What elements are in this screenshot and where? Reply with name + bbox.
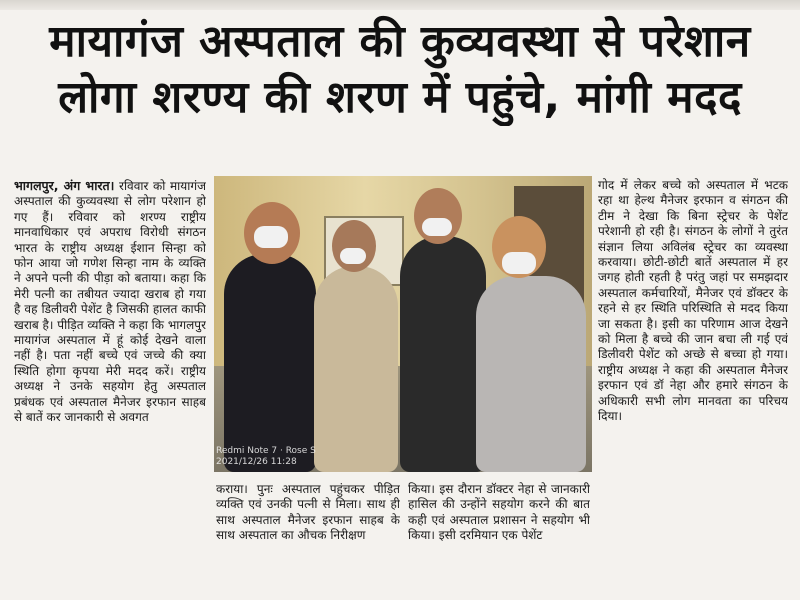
column-3-text: किया। इस दौरान डॉक्टर नेहा से जानकारी हासिल की उन्होंने सहयोग करने की बात कही एवं अस्पताल प्रशासन ने सहयोग भी किया। इसी दरमियान एक पेशेंट xyxy=(408,482,590,543)
headline xyxy=(10,14,790,126)
dateline: भागलपुर, अंग भारत। xyxy=(14,178,115,193)
face-mask-1 xyxy=(254,226,288,248)
photo-person-man-jacket xyxy=(400,236,486,472)
photo-camera-stamp-line-2: 2021/12/26 11:28 xyxy=(216,457,297,467)
photo-person-man-cap-head xyxy=(332,220,376,272)
article-column-3 xyxy=(408,482,590,590)
photo-camera-stamp xyxy=(216,446,316,468)
clipped-top-strip xyxy=(0,0,800,10)
photo-person-man-cap xyxy=(314,266,398,472)
column-1-text: रविवार को मायागंज अस्पताल की कुव्यवस्था से लोग परेशान हो गए हैं। रविवार को शरण्य राष्ट्रीय मानवाधिकार एवं अपराध विरोधी संगठन भारत के राष्ट्रीय अध्यक्ष ईशान सिन्हा को फोन आया जो गणेश सिन्हा नाम के व्यक्ति ने अपने पत्नी की पीड़ा को बताया। कहा कि मेरी पत्नी का तबीयत ज्यादा खराब हो गया है वह डिलीवरी पेशेंट है जिसकी हालत काफी खराब है। पीड़ित व्यक्ति ने कहा कि भागलपुर मायागंज अस्पताल में हूं कोई देखने वाला नहीं है। पता नहीं बच्चे एवं जच्चे की क्या स्थिति होगा कृपया मेरी मदद करें। राष्ट्रीय अध्यक्ष ने उनके सहयोग हेतु अस्पताल प्रबंधक एवं अस्पताल मैनेजर इरफान साहब से बातें कर जानकारी से अवगत xyxy=(14,179,206,425)
headline-line-1: मायागंज अस्पताल की कुव्यवस्था से परेशान xyxy=(49,16,751,67)
face-mask-3 xyxy=(422,218,452,236)
news-photo xyxy=(214,176,592,472)
face-mask-4 xyxy=(502,252,536,274)
article-column-2 xyxy=(216,482,400,590)
column-4-text: गोद में लेकर बच्चे को अस्पताल में भटक रहा था हेल्थ मैनेजर इरफान व संगठन की टीम ने देखा कि बिना स्ट्रेचर के पेशेंट परेशानी हो रही है। संगठन के लोगों ने तुरंत संज्ञान लिया अविलंब स्ट्रेचर का व्यवस्था करवाया। छोटी-छोटी बातें अस्पताल में हर जगह होती रहती है परंतु जहां पर समझदार अस्पताल कर्मचारियों, मैनेजर एवं डॉक्टर के रहने से हर स्थिति परिस्थिति से मदद किया जा सकता है। इसी का परिणाम आज देखने को मिला है बच्चे की जान बचा ली गई एवं डिलीवरी पेशेंट को अच्छे से बच्चा हो गया। राष्ट्रीय अध्यक्ष ने कहा की अस्पताल मैनेजर इरफान एवं डॉ नेहा और हमारे संगठन के अधिकारी सभी लोग मानवता का परिचय दिया। xyxy=(598,178,788,424)
photo-person-woman-left xyxy=(224,254,316,472)
article-column-4 xyxy=(598,178,788,590)
column-2-text: कराया। पुनः अस्पताल पहुंचकर पीड़ित व्यक्ति एवं उनकी पत्नी से मिला। साथ ही साथ अस्पताल मैनेजर इरफान साहब के साथ अस्पताल का औचक निरीक्षण xyxy=(216,482,400,543)
photo-camera-stamp-line-1: Redmi Note 7 · Rose S xyxy=(216,446,316,456)
photo-person-woman-right xyxy=(476,276,586,472)
article-column-1 xyxy=(14,178,206,590)
face-mask-2 xyxy=(340,248,366,264)
headline-line-2: लोगा शरण्य की शरण में पहुंचे, मांगी मदद xyxy=(58,72,742,123)
